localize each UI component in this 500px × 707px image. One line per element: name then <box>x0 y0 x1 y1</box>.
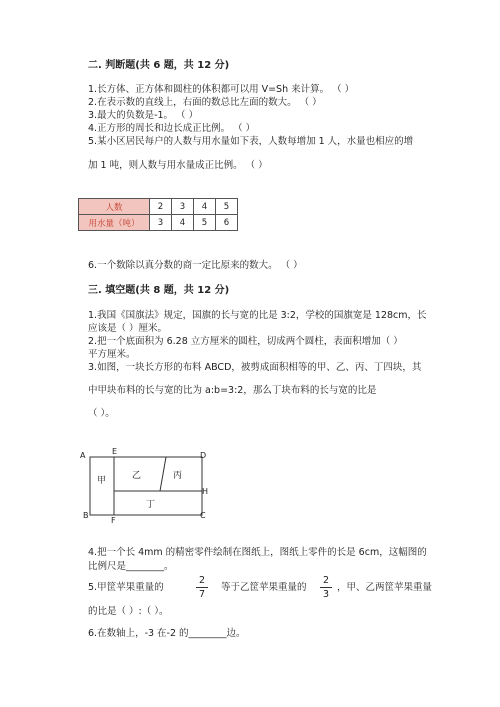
cloth-figure <box>78 445 213 525</box>
table-cell: 4 <box>194 199 216 215</box>
fill-question-2-line1: 2.把一个底面积为 6.28 立方厘米的圆柱，切成两个圆柱，表面积增加（ ） <box>88 336 403 347</box>
label-yi: 乙 <box>132 471 142 481</box>
label-c: C <box>200 511 206 520</box>
judge-question-5-line1: 5.某小区居民每户的人数与用水量如下表，人数每增加 1 人，水量也相应的增 <box>88 136 414 147</box>
table-row <box>79 215 238 231</box>
label-b: B <box>83 511 89 520</box>
fill-question-5-part2: 等于乙筐苹果重量的 <box>221 582 307 593</box>
line-divider <box>160 457 166 491</box>
table-cell: 6 <box>216 215 238 231</box>
fill-question-5-part3: ，甲、乙两筐苹果重量 <box>337 582 433 593</box>
fill-question-1-line1: 1.我国《国旗法》规定，国旗的长与宽的比是 3:2，学校的国旗宽是 128cm，长 <box>88 310 427 321</box>
fill-question-3-line3: （ ）。 <box>88 408 115 419</box>
fill-question-3-line1: 3.如图，一块长方形的布料 ABCD，被剪成面积相等的甲、乙、丙、丁四块，其 <box>88 362 422 373</box>
table-header-water: 用水量（吨） <box>79 215 150 231</box>
label-a: A <box>80 451 86 460</box>
table-cell: 4 <box>172 215 194 231</box>
fill-question-5-part1: 5.甲筐苹果重量的 <box>88 582 164 593</box>
judge-question-4: 4.正方形的周长和边长成正比例。 （ ） <box>88 123 256 134</box>
judge-question-5-line2: 加 1 吨，则人数与用水量成正比例。 （ ） <box>88 160 268 171</box>
table-cell: 5 <box>194 215 216 231</box>
fraction-two-thirds <box>320 575 332 600</box>
label-f: F <box>111 516 116 525</box>
fill-question-1-line2: 应该是（ ）厘米。 <box>88 323 168 334</box>
label-d: D <box>200 451 207 460</box>
table-cell: 3 <box>172 199 194 215</box>
label-jia: 甲 <box>97 476 107 486</box>
fill-question-6: 6.在数轴上，-3 在-2 的________边。 <box>88 628 246 639</box>
section-2-heading: 二. 判断题(共 6 题，共 12 分) <box>88 60 230 71</box>
fill-question-4-line2: 比例尺是________。 <box>88 561 174 572</box>
table-cell: 2 <box>150 199 172 215</box>
table-header-people: 人数 <box>79 199 150 215</box>
fill-question-5-line2: 的比是（ ）:（ ）。 <box>88 606 169 617</box>
fraction-numerator: 2 <box>322 575 330 586</box>
judge-question-1: 1.长方体、正方体和圆柱的体积都可以用 V=Sh 来计算。 （ ） <box>88 84 355 95</box>
fill-question-2-line2: 平方厘米。 <box>88 349 136 360</box>
label-h: H <box>202 487 209 496</box>
fraction-denominator: 3 <box>322 589 330 600</box>
judge-question-2: 2.在表示数的直线上，右面的数总比左面的数大。 （ ） <box>88 97 322 108</box>
judge-question-6: 6.一个数除以真分数的商一定比原来的数大。 （ ） <box>88 260 303 271</box>
fraction-numerator: 2 <box>198 575 206 586</box>
table-cell: 3 <box>150 215 172 231</box>
water-usage-table <box>78 198 238 231</box>
label-ding: 丁 <box>146 500 156 510</box>
fill-question-3-line2: 中甲块布料的长与宽的比为 a:b=3:2，那么丁块布料的长与宽的比是 <box>88 385 377 396</box>
fill-question-4-line1: 4.把一个长 4mm 的精密零件绘制在图纸上，图纸上零件的长是 6cm，这幅图的 <box>88 547 427 558</box>
fraction-two-sevenths <box>196 575 208 600</box>
fraction-denominator: 7 <box>198 589 206 600</box>
table-row <box>79 199 238 215</box>
table-cell: 5 <box>216 199 238 215</box>
label-e: E <box>112 447 118 456</box>
section-3-heading: 三. 填空题(共 8 题，共 12 分) <box>88 285 230 296</box>
judge-question-3: 3.最大的负数是-1。 （ ） <box>88 110 199 121</box>
label-bing: 丙 <box>173 471 183 481</box>
